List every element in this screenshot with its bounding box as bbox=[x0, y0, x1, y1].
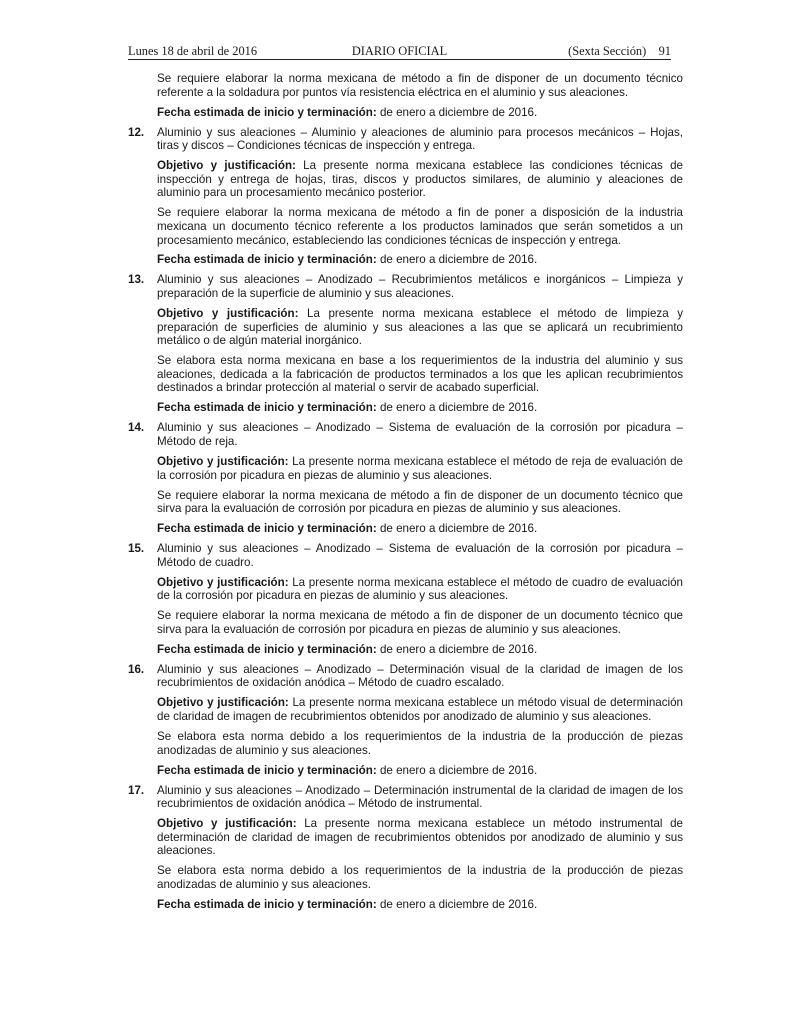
objective-text: La presente norma mexicana establece el método de cuadro de evaluación de la corrosión por picadura en piezas de aluminio y sus aleaciones. bbox=[157, 575, 683, 603]
objective-label: Objetivo y justificación: bbox=[157, 575, 289, 589]
header-section: (Sexta Sección) bbox=[568, 44, 647, 58]
item-title: Aluminio y sus aleaciones – Anodizado – Recubrimientos metálicos e inorgánicos – Limpieza y preparación de la superficie de aluminio y sus aleaciones. bbox=[157, 273, 683, 301]
header-section-page bbox=[568, 43, 671, 59]
item-justification: Se elabora esta norma mexicana en base a los requerimientos de la industria del aluminio y sus aleaciones, dedicada a la fabricación de productos terminados a los que les aplican recubrimientos destinados a brindar protección al material o servir de acabado superficial. bbox=[157, 354, 683, 395]
item-objective bbox=[157, 307, 683, 348]
item-number: 12. bbox=[128, 125, 145, 139]
objective-text: La presente norma mexicana establece el método de limpieza y preparación de superficies de aluminio y sus aleaciones a las que se aplicará un recubrimiento metálico o de algún material inorgánico. bbox=[157, 307, 683, 348]
header-rule bbox=[128, 59, 671, 60]
date-value: de enero a diciembre de 2016. bbox=[379, 105, 538, 119]
item-title: Aluminio y sus aleaciones – Anodizado – Determinación instrumental de la claridad de imagen de los recubrimientos de oxidación anódica – Método de instrumental. bbox=[157, 783, 683, 811]
item-justification: Se requiere elaborar la norma mexicana de método a fin de disponer de un documento técnico que sirva para la evaluación de corrosión por picadura en piezas de aluminio y sus aleaciones. bbox=[157, 488, 683, 516]
norm-item-16 bbox=[128, 663, 683, 690]
date-value: de enero a diciembre de 2016. bbox=[379, 253, 538, 267]
item-number: 15. bbox=[128, 542, 145, 556]
date-value: de enero a diciembre de 2016. bbox=[379, 401, 538, 415]
item-title: Aluminio y sus aleaciones – Anodizado – Sistema de evaluación de la corrosión por picadura – Método de cuadro. bbox=[157, 542, 683, 569]
item-number: 14. bbox=[128, 421, 145, 435]
norm-item-17 bbox=[128, 784, 683, 811]
objective-text: La presente norma mexicana establece un método visual de determinación de claridad de imagen de recubrimientos obtenidos por anodizado de aluminio y sus aleaciones. bbox=[157, 696, 683, 723]
header-page-number: 91 bbox=[658, 44, 671, 58]
item-objective bbox=[157, 696, 683, 723]
item-date bbox=[157, 898, 683, 912]
objective-text: La presente norma mexicana establece un método instrumental de determinación de claridad de imagen de recubrimientos obtenidos por anodizado de aluminio y sus aleaciones. bbox=[157, 817, 683, 858]
norm-item-13 bbox=[128, 273, 683, 300]
norm-item-14 bbox=[128, 421, 683, 448]
objective-text: La presente norma mexicana establece el método de reja de evaluación de la corrosión por picadura en piezas de aluminio y sus aleaciones. bbox=[157, 454, 683, 482]
item-justification: Se requiere elaborar la norma mexicana de método a fin de poner a disposición de la industria mexicana un documento técnico referente a los productos laminados que serán sometidos a un procesamiento mecánico, estableciendo las condiciones técnicas de inspección y entrega. bbox=[157, 206, 683, 247]
item-date bbox=[157, 522, 683, 536]
norm-item-12 bbox=[128, 126, 683, 153]
item-date bbox=[157, 401, 683, 415]
item-date bbox=[157, 643, 683, 657]
item-number: 16. bbox=[128, 662, 145, 676]
document-body bbox=[128, 72, 683, 918]
date-label: Fecha estimada de inicio y terminación: bbox=[157, 522, 377, 536]
date-label: Fecha estimada de inicio y terminación: bbox=[157, 642, 377, 656]
objective-label: Objetivo y justificación: bbox=[157, 454, 289, 468]
item-number: 17. bbox=[128, 783, 145, 797]
item-title: Aluminio y sus aleaciones – Anodizado – Sistema de evaluación de la corrosión por picadura – Método de reja. bbox=[157, 421, 683, 448]
item-justification: Se requiere elaborar la norma mexicana de método a fin de disponer de un documento técnico que sirva para la evaluación de corrosión por picadura en piezas de aluminio y sus aleaciones. bbox=[157, 609, 683, 636]
item-objective bbox=[157, 817, 683, 858]
date-value: de enero a diciembre de 2016. bbox=[379, 642, 538, 656]
objective-text: La presente norma mexicana establece las condiciones técnicas de inspección y entrega de hojas, tiras, discos y productos similares, de aluminio y aleaciones de aluminio para un procesamiento mecánico posterior. bbox=[157, 159, 683, 200]
date-label: Fecha estimada de inicio y terminación: bbox=[157, 105, 377, 119]
intro-justification: Se requiere elaborar la norma mexicana de método a fin de disponer de un documento técnico referente a la soldadura por puntos vía resistencia eléctrica en el aluminio y sus aleaciones. bbox=[157, 72, 683, 99]
header-title: DIARIO OFICIAL bbox=[351, 44, 448, 58]
item-justification: Se elabora esta norma debido a los requerimientos de la industria de la producción de piezas anodizadas de aluminio y sus aleaciones. bbox=[157, 864, 683, 891]
intro-date bbox=[157, 106, 683, 120]
item-title: Aluminio y sus aleaciones – Aluminio y aleaciones de aluminio para procesos mecánicos – Hojas, tiras y discos – Condiciones técnicas de inspección y entrega. bbox=[157, 125, 683, 153]
date-label: Fecha estimada de inicio y terminación: bbox=[157, 401, 377, 415]
item-objective bbox=[157, 455, 683, 482]
date-value: de enero a diciembre de 2016. bbox=[379, 897, 538, 911]
date-label: Fecha estimada de inicio y terminación: bbox=[157, 253, 377, 267]
item-date bbox=[157, 253, 683, 267]
header-date: Lunes 18 de abril de 2016 bbox=[128, 44, 258, 58]
item-objective bbox=[157, 576, 683, 603]
date-value: de enero a diciembre de 2016. bbox=[379, 763, 538, 777]
item-justification: Se elabora esta norma debido a los requerimientos de la industria de la producción de piezas anodizadas de aluminio y sus aleaciones. bbox=[157, 729, 683, 757]
objective-label: Objetivo y justificación: bbox=[157, 307, 299, 321]
date-value: de enero a diciembre de 2016. bbox=[379, 522, 538, 536]
date-label: Fecha estimada de inicio y terminación: bbox=[157, 763, 377, 777]
objective-label: Objetivo y justificación: bbox=[157, 696, 289, 710]
item-date bbox=[157, 764, 683, 778]
date-label: Fecha estimada de inicio y terminación: bbox=[157, 897, 377, 911]
item-objective bbox=[157, 159, 683, 200]
norm-item-15 bbox=[128, 542, 683, 569]
objective-label: Objetivo y justificación: bbox=[157, 159, 296, 173]
item-number: 13. bbox=[128, 273, 145, 287]
item-title: Aluminio y sus aleaciones – Anodizado – Determinación visual de la claridad de imagen de los recubrimientos de oxidación anódica – Método de cuadro escalado. bbox=[157, 662, 683, 690]
objective-label: Objetivo y justificación: bbox=[157, 817, 297, 831]
